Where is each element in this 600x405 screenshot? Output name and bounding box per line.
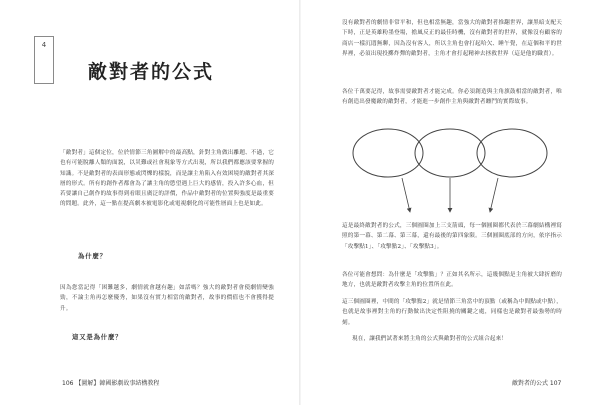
page-title: 敵對者的公式 bbox=[88, 61, 215, 83]
body-paragraph: 沒有敵對者的劇情非常平和，但也相當無趣，當強大的敵對者推翻世界，讓黑暗支配天下時，正是英雄粉墨登場，擔風反正的最佳時機，沒有敵對者的世界，就像沒有顧客的商店一樣沉悶無聊，因為沒有客人，所以主角也會打起哈欠、睡午覺，在這個和平的世界裡，必須出現投擲炸彈的敵對者，主角才會打起精神去拯救世界（這是他的職責）。 bbox=[342, 20, 562, 57]
circle-act-1 bbox=[353, 129, 423, 177]
question-heading: 為什麼？ bbox=[78, 252, 107, 260]
body-paragraph: 因為您當記得「困難越多，劇情就會越有趣」如話嗎？強大的敵對者會使劇情變強勁，不論主角再怎麼優秀，如果沒有實力相當的敵對者，故事的價值也不會獲得提升。 bbox=[60, 285, 274, 312]
question-heading: 這又是為什麼？ bbox=[72, 333, 123, 341]
arrow-attack-point-1 bbox=[402, 178, 410, 212]
body-paragraph: 這三個圓圈裡，中間的「攻擊點2」就是情節三角當中的頂點（或稱為中間點或中點），也就是故事裡對主角的行動做出決定性阻撓的關鍵之處，同樣也是敵對者最強勢的時刻。 bbox=[342, 299, 562, 326]
chapter-number: 4 bbox=[41, 41, 47, 49]
body-paragraph: 「敵對者」這個定位，位於情節三角圖解中的最高點，針對主角做出離題、不過，它也有可能脫離人類的面貌，以災難或社會現象等方式出現，所以我們都應該要掌握的知識。不是敵對者的表面形態或閃爍的樣貌，而是讓主角陷入有效困境的敵對者其深層的形式。所有的創作者都會為了讓主角的慾望遇上巨大的感情，投入許多心血，但若要讓自己創作的故事得到看眼且廣泛的評價，作品中敵對者的位置與強度是最重要的問題。此外，這一點在提高劇本被電影化或電視劇化的可能性層面上也是如此。 bbox=[60, 150, 274, 208]
page-footer: 敵對者的公式 107 bbox=[512, 380, 562, 387]
three-circles-diagram bbox=[352, 128, 548, 216]
arrow-attack-point-3 bbox=[490, 178, 498, 212]
page-footer: 106 【圖解】韓國影劇故事結構教程 bbox=[62, 380, 160, 387]
body-paragraph: 各位可能會想問：為什麼是「攻擊點」？正如其名所示，這幾個點是主角被大肆折磨的地方，也就是敵對者攻擊主角的位置所在此。 bbox=[342, 272, 562, 289]
body-paragraph: 各位千萬要記得，故事需要敵對者才能完成。你必須創造與主角旗鼓相當的敵對者，唯有創造出發魔敵的敵對者，才能進一步創作主角與敵對者纏鬥的實際故事。 bbox=[342, 89, 562, 106]
body-paragraph: 現在，讓我們試著來將主角的公式與敵對者的公式組合起來！ bbox=[352, 336, 508, 342]
circle-act-2 bbox=[415, 129, 485, 177]
chapter-marker bbox=[34, 36, 54, 84]
body-paragraph: 這是最終敵對者的公式，三個圓圈加上三支箭頭，每一個圓圈都代表於三幕劇結構裡寫照的第一幕、第二幕、第三幕，還有最後的第四象限。三個圓圈底部的方向，依序指示「攻擊點1」、「攻擊點2」、「攻擊點3」。 bbox=[342, 223, 562, 250]
circle-act-3 bbox=[477, 129, 547, 177]
